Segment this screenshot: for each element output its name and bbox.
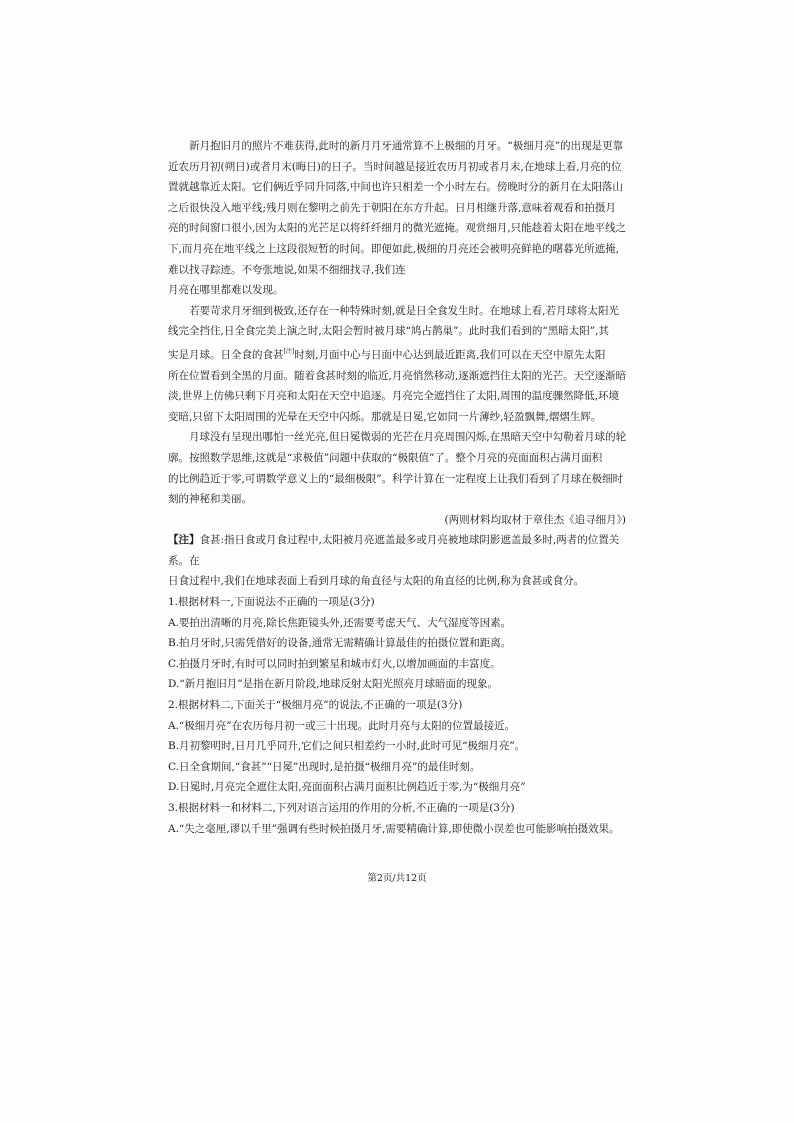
text-line: 刻的神秘和美丽。	[168, 493, 252, 506]
note-label: 【注】	[168, 534, 200, 547]
text-line	[168, 342, 630, 366]
text-line: 新月抱旧月的照片不难获得,此时的新月月牙通常算不上极细的月牙。“极细月亮”的出现是更靠	[189, 140, 624, 152]
source-citation: (两则材料均取材于章佳杰《追寻细月》)	[444, 513, 626, 526]
option-c: C.日全食期间,“食甚”“日冕”出现时,是拍摄“极细月亮”的最佳时刻。	[168, 760, 481, 773]
text-line: 日食过程中,我们在地球表面上看到月球的角直径与太阳的角直径的比例,称为食甚或食分。	[168, 575, 585, 588]
text-line: 线完全挡住,日全食完美上演之时,太阳会暂时被月球“鸠占鹊巢”。此时我们看到的“黑暗太阳”,其	[168, 325, 609, 338]
question-stem: 2.根据材料二,下面关于“极细月亮”的说法,不正确的一项是(3分)	[168, 699, 463, 712]
text-line: 的比例趋近于零,可谓数学意义上的“最细极限”。科学计算在一定程度上让我们看到了月球在极细时	[168, 472, 624, 485]
text-fragment: 实是月球。日全食的食甚	[168, 348, 284, 361]
footnote-marker: [注]	[283, 347, 295, 355]
text-line: 若要苛求月牙细到极致,还存在一种特殊时刻,就是日全食发生时。在地球上看,若月球将太阳光	[189, 304, 620, 317]
option-a: A.“极细月亮”在农历每月初一或三十出现。此时月亮与太阳的位置最接近。	[168, 719, 516, 732]
text-line: 月球没有呈现出哪怕一丝光亮,但日冕微弱的光芒在月亮周围闪烁,在黑暗天空中勾勒着月球的轮	[189, 431, 627, 444]
paragraph-3	[168, 427, 630, 509]
questions	[168, 592, 630, 839]
note	[168, 530, 630, 592]
paragraph-2	[168, 301, 630, 428]
text-line: 下,而月亮在地平线之上这段很短暂的时间。即便如此,极细的月亮还会被明亮鲜艳的曙暮光所遮掩,	[168, 242, 620, 255]
question-stem: 3.根据材料一和材料二,下列对语言运用的作用的分析,不正确的一项是(3分)	[168, 802, 515, 814]
text-line	[168, 530, 630, 551]
content	[168, 136, 630, 839]
note-text: 食甚:指日食或月食过程中,太阳被月亮遮盖最多或月亮被地球阴影遮盖最多时,两者的位置关	[199, 534, 620, 547]
paragraph-1	[168, 136, 630, 301]
option-d: D.“新月抱旧月”是指在新月阶段,地球反射太阳光照亮月球暗面的现象。	[168, 678, 498, 691]
text-fragment: 时刻,月面中心与日面中心达到最近距离,我们可以在天空中原先太阳	[294, 348, 606, 361]
text-line: 月亮在哪里都难以发现。	[168, 284, 284, 297]
text-line: 亮的时间窗口很小,因为太阳的光芒足以将纤纤细月的微光遮掩。观赏细月,只能趁着太阳在地平线之	[168, 222, 627, 235]
text-line: 难以找寻踪迹。不夸张地说,如果不细细找寻,我们连	[168, 263, 406, 276]
text-line: 之后很快没入地平线;残月则在黎明之前先于朝阳在东方升起。日月相继升落,意味着观看和拍摄月	[168, 201, 616, 214]
option-d: D.日冕时,月亮完全遮住太阳,亮面面积占满月面积比例趋近于零,为“极细月亮”	[168, 781, 526, 794]
text-line: 所在位置看到全黑的月面。随着食甚时刻的临近,月亮悄然移动,逐渐遮挡住太阳的光芒。天空逐渐暗	[168, 369, 627, 382]
text-line: 近农历月初(朔日)或者月末(晦日)的日子。当时间越是接近农历月初或者月末,在地球上看,月亮的位	[168, 160, 622, 173]
question-stem: 1.根据材料一,下面说法不正确的一项是(3分)	[168, 596, 375, 609]
text-line: 淡,世界上仿佛只剩下月亮和太阳在天空中追逐。月亮完全遮挡住了太阳,周围的温度骤然降低,环境	[168, 390, 620, 403]
text-line: 变暗,只留下太阳周围的光晕在天空中闪烁。那就是日冕,它如同一片薄纱,轻盈飘舞,熠熠生辉。	[168, 410, 602, 423]
text-line: 廓。按照数学思维,这就是“求极值”问题中获取的“极限值”了。整个月亮的亮面面积占满月面积	[168, 451, 603, 464]
page-number: 第2页/共12页	[367, 873, 427, 884]
option-a: A.要拍出清晰的月亮,除长焦距镜头外,还需要考虑天气、大气湿度等因素。	[168, 616, 512, 629]
option-b: B.拍月牙时,只需凭借好的设备,通常无需精确计算最佳的拍摄位置和距离。	[168, 637, 512, 650]
text-line: 置就越靠近太阳。它们俩近乎同升同落,中间也许只相差一个小时左右。傍晚时分的新月在太阳落山	[168, 181, 623, 194]
option-a: A.“失之毫厘,谬以千里”强调有些时候拍摄月牙,需要精确计算,即使微小误差也可能影响拍摄效果。	[168, 822, 620, 835]
option-c: C.拍摄月牙时,有时可以同时拍到繁星和城市灯火,以增加画面的丰富度。	[168, 657, 501, 670]
option-b: B.月初黎明时,日月几乎同升,它们之间只相差约一小时,此时可见“极细月亮”。	[168, 740, 526, 753]
text-line: 系。在	[168, 554, 200, 567]
